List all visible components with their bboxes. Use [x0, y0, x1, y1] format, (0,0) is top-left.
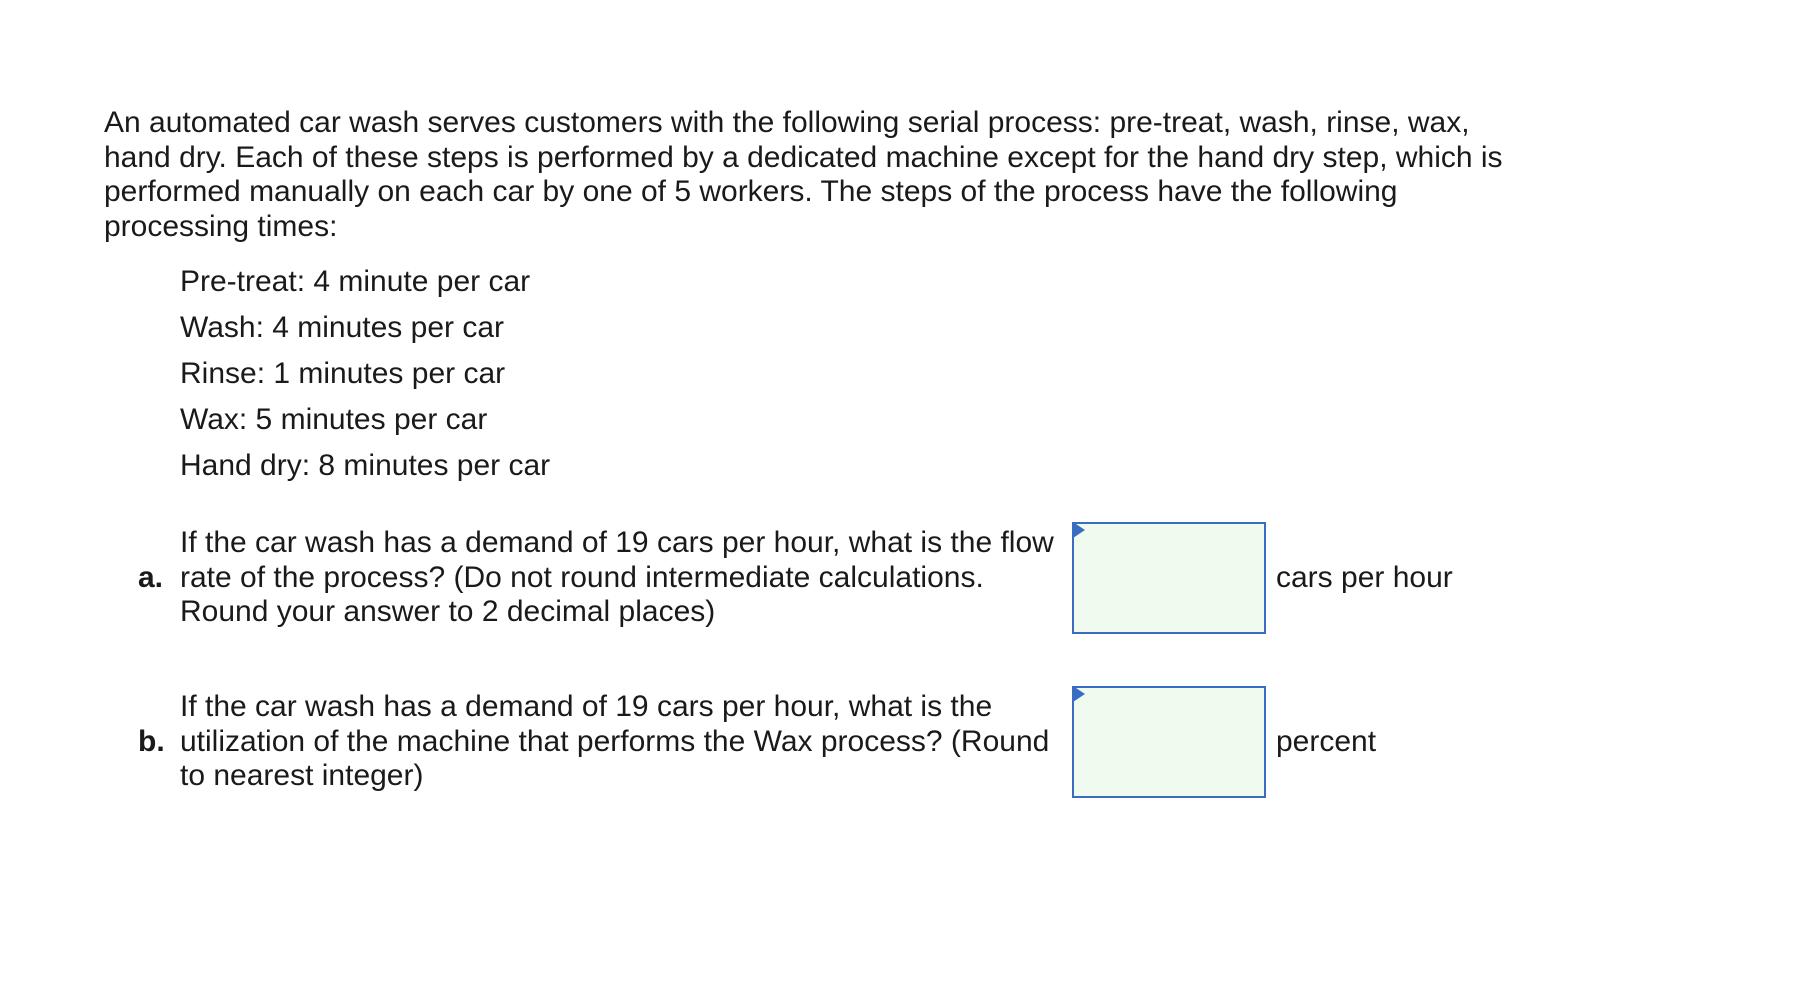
processing-time-wash: Wash: 4 minutes per car: [180, 311, 505, 344]
question-b-letter: b.: [138, 724, 165, 758]
question-b: [138, 686, 1376, 798]
question-a-letter: a.: [138, 560, 164, 594]
unit-label-b: percent: [1276, 724, 1377, 758]
processing-time-rinse: Rinse: 1 minutes per car: [180, 357, 506, 390]
answer-input-a[interactable]: [1074, 524, 1264, 632]
question-a: [138, 522, 1453, 634]
processing-time-pretreat: Pre-treat: 4 minute per car: [180, 265, 531, 298]
unit-label-a: cars per hour: [1276, 560, 1453, 594]
answer-box-b[interactable]: [1072, 686, 1266, 798]
problem-statement: An automated car wash serves customers with the following serial process: pre-treat, wash, rinse, wax, hand dry. Each of these steps is performed by a dedicated machine except for the hand dry step, which is performed manually on each car by one of 5 workers. The steps of the process have the following processing times:: [104, 106, 1503, 243]
question-b-text: If the car wash has a demand of 19 cars per hour, what is the utilization of the machine that performs the Wax process? (Round to nearest integer): [180, 690, 1050, 793]
question-a-text: If the car wash has a demand of 19 cars per hour, what is the flow rate of the process? (Do not round intermediate calculations. Round your answer to 2 decimal places): [180, 526, 1054, 629]
answer-box-a[interactable]: [1072, 522, 1266, 634]
processing-time-wax: Wax: 5 minutes per car: [180, 403, 488, 436]
processing-times-list: [180, 262, 550, 492]
answer-input-b[interactable]: [1074, 688, 1264, 796]
processing-time-hand-dry: Hand dry: 8 minutes per car: [180, 449, 551, 482]
